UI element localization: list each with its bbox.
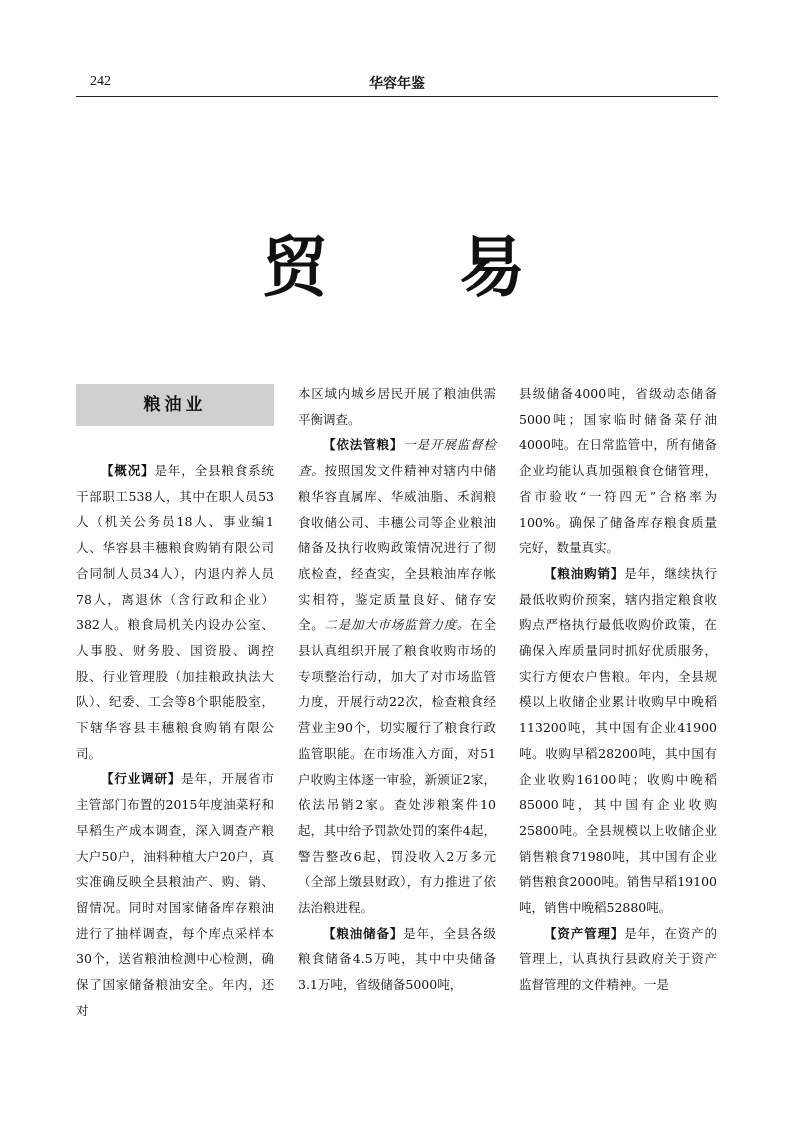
- keyword-label: 【依法管粮】: [323, 437, 404, 453]
- paragraph-industry-research: [76, 766, 274, 1023]
- paragraph-overview: [76, 458, 274, 766]
- book-title: 华容年鉴: [369, 76, 425, 92]
- section-heading: 粮油业: [76, 384, 274, 426]
- paragraph-text: 是年，全县各级粮食储备4.5万吨，其中中央储备3.1万吨，省级储备5000吨，: [298, 925, 496, 993]
- running-header: [76, 70, 718, 97]
- paragraph-law-enforcement: [298, 432, 496, 920]
- chapter-title-right: 易: [459, 228, 525, 306]
- keyword-label: 【资产管理】: [544, 925, 625, 941]
- paragraph-grain-reserve: [298, 921, 496, 998]
- paragraph-text: 是年，全县粮食系统干部职工538人，其中在职人员53人（机关公务员18人、事业编1人、华容县丰穗粮食购销有限公司合同制人员34人），内退内养人员78人，离退休（含行政和企业）382人。粮食局机关内设办公室、人事股、财务股、国资股、调控股、行业管理股（加挂粮政执法大队）、纪委、工会等8个职能股室，下辖华容县丰穗粮食购销有限公司。: [76, 463, 274, 761]
- keyword-label: 【行业调研】: [101, 771, 182, 787]
- emphasis-text: 二是加大市场监管力度。: [324, 617, 471, 633]
- paragraph-text: 是年，在资产的管理上，认真执行县政府关于资产监督管理的文件精神。一是: [519, 925, 717, 993]
- paragraph-text: 在全县认真组织开展了粮食收购市场的专项整治行动，加大了对市场监管力度，开展行动22次，检查粮食经营业主90个，切实履行了粮食行政监管职能。在市场准入方面，对51户收购主体逐一审验，新颁证2家，依法吊销2家。查处涉粮案件10起，其中给予罚款处罚的案件4起，警告整改6起，罚没收入2万多元（全部上缴县财政），有力推进了依法治粮进程。: [298, 617, 496, 916]
- chapter-title-left: 贸: [262, 228, 328, 306]
- paragraph-text: 是年，开展省市主管部门布置的2015年度油菜籽和早稻生产成本调查，深入调查产粮大户50户，油料种植大户20户，真实准确反映全县粮油产、购、销、留情况。同时对国家储备库存粮油进行了抽样调查，每个库点采样本30个，送省粮油检测中心检测，确保了国家储备粮油安全。年内，还对: [76, 771, 274, 1018]
- text-column-1: [76, 384, 274, 1023]
- keyword-label: 【粮油储备】: [323, 925, 404, 941]
- paragraph-text: 按照国发文件精神对辖内中储粮华容直属库、华威油脂、禾润粮食收储公司、丰穗公司等企业粮油储备及执行收购政策情况进行了彻底检查，经查实，全县粮油库存帐实相符，鉴定质量良好、储存安全。: [298, 463, 496, 633]
- emphasis-text: 一是开展监督检查。: [298, 437, 496, 479]
- paragraph-purchase-sales: [519, 561, 717, 921]
- text-column-2: [298, 381, 496, 998]
- paragraph-text: 是年，继续执行最低收购价预案，辖内指定粮食收购点严格执行最低收购价政策，在确保入库质量同时抓好优质服务，实行方便农户售粮。年内，全县规模以上收储企业累计收购早中晚稻113200吨，其中国有企业41900吨。收购早稻28200吨，其中国有企业收购16100吨；收购中晚稻85000吨，其中国有企业收购25800吨。全县规模以上收储企业销售粮食71980吨，其中国有企业销售粮食2000吨。销售早稻19100吨，销售中晚稻52880吨。: [519, 565, 717, 916]
- paragraph-continued: 本区域内城乡居民开展了粮油供需平衡调查。: [298, 386, 496, 427]
- paragraph-continued: 县级储备4000吨，省级动态储备5000吨；国家临时储备菜仔油4000吨。在日常监管中，所有储备企业均能认真加强粮食仓储管理，省市验收“一符四无”合格率为100%。确保了储备库存粮食质量完好，数量真实。: [519, 386, 717, 556]
- page-number: 242: [90, 74, 111, 89]
- keyword-label: 【粮油购销】: [544, 565, 625, 581]
- text-column-3: [519, 381, 717, 998]
- keyword-label: 【概况】: [101, 463, 155, 478]
- paragraph-asset-management: [519, 921, 717, 998]
